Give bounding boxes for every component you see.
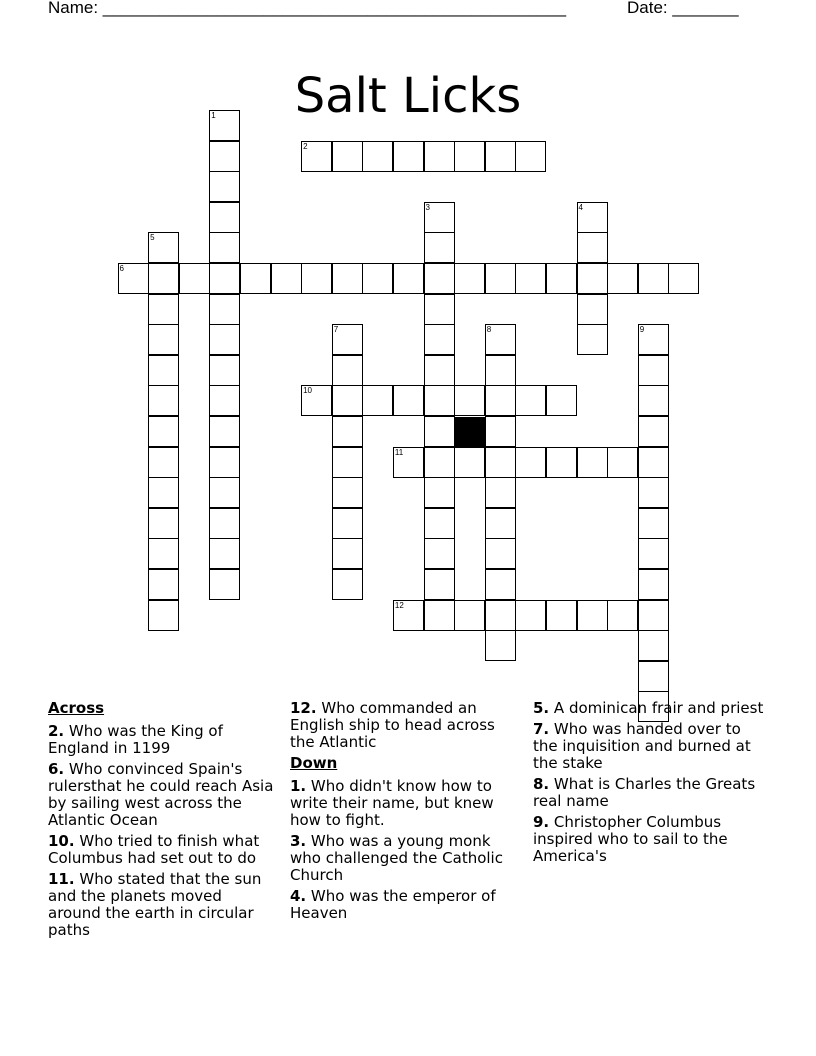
grid-cell bbox=[209, 171, 240, 202]
grid-cell bbox=[515, 600, 546, 631]
grid-cell bbox=[668, 263, 699, 294]
grid-cell bbox=[148, 416, 179, 447]
grid-cell bbox=[179, 263, 210, 294]
clue-number: 4 bbox=[578, 202, 583, 212]
grid-cell bbox=[362, 141, 393, 172]
grid-cell bbox=[577, 324, 608, 355]
grid-cell bbox=[332, 355, 363, 386]
grid-cell bbox=[577, 294, 608, 325]
grid-cell bbox=[209, 202, 240, 233]
clue-across-6: 6. Who convinced Spain's rulersthat he could reach Asia by sailing west across the Atlantic Ocean bbox=[48, 760, 274, 829]
grid-cell bbox=[577, 447, 608, 478]
grid-cell bbox=[638, 569, 669, 600]
grid-cell bbox=[393, 263, 424, 294]
grid-cell bbox=[515, 447, 546, 478]
grid-cell bbox=[638, 508, 669, 539]
grid-cell bbox=[240, 263, 271, 294]
grid-cell bbox=[209, 508, 240, 539]
clue-number: 1 bbox=[211, 111, 216, 120]
grid-cell bbox=[393, 447, 424, 478]
grid-cell bbox=[148, 294, 179, 325]
grid-cell bbox=[515, 385, 546, 416]
grid-cell bbox=[638, 661, 669, 692]
grid-cell bbox=[209, 538, 240, 569]
grid-cell bbox=[424, 202, 455, 233]
grid-cell bbox=[546, 385, 577, 416]
grid-cell bbox=[209, 385, 240, 416]
grid-cell bbox=[577, 232, 608, 263]
grid-cell bbox=[424, 141, 455, 172]
grid-cell bbox=[301, 263, 332, 294]
grid-cell bbox=[209, 447, 240, 478]
grid-cell bbox=[148, 538, 179, 569]
grid-cell bbox=[424, 569, 455, 600]
grid-cell bbox=[546, 447, 577, 478]
grid-cell bbox=[638, 355, 669, 386]
clue-across-12: 12. Who commanded an English ship to head across the Atlantic bbox=[290, 699, 495, 751]
grid-cell bbox=[454, 263, 485, 294]
down-heading: Down bbox=[290, 754, 338, 772]
puzzle-title: Salt Licks bbox=[294, 68, 522, 125]
clue-number: 3 bbox=[425, 202, 430, 212]
grid-cell bbox=[209, 263, 240, 294]
clue-across-2: 2. Who was the King of England in 1199 bbox=[48, 722, 223, 757]
grid-cell bbox=[148, 232, 179, 263]
grid-cell bbox=[148, 447, 179, 478]
grid-cell bbox=[332, 569, 363, 600]
grid-cell bbox=[485, 600, 516, 631]
grid-cell bbox=[577, 263, 608, 294]
grid-cell bbox=[424, 324, 455, 355]
grid-cell bbox=[332, 141, 363, 172]
clue-down-9: 9. Christopher Columbus inspired who to sail to the America's bbox=[533, 813, 728, 865]
grid-cell bbox=[424, 232, 455, 263]
clue-down-8: 8. What is Charles the Greats real name bbox=[533, 775, 756, 810]
grid-cell bbox=[393, 385, 424, 416]
grid-cell bbox=[332, 416, 363, 447]
grid-cell bbox=[362, 263, 393, 294]
grid-cell bbox=[148, 324, 179, 355]
grid-cell bbox=[209, 110, 240, 141]
grid-cell bbox=[148, 477, 179, 508]
grid-cell bbox=[515, 263, 546, 294]
grid-cell bbox=[607, 600, 638, 631]
grid-cell bbox=[424, 385, 455, 416]
clue-number: 8 bbox=[486, 325, 492, 335]
clue-down-4: 4. Who was the emperor of Heaven bbox=[290, 887, 496, 922]
grid-cell bbox=[209, 477, 240, 508]
grid-cell bbox=[332, 263, 363, 294]
clue-across-10: 10. Who tried to finish what Columbus had set out to do bbox=[48, 832, 260, 867]
grid-cell bbox=[424, 538, 455, 569]
grid-cell bbox=[332, 324, 363, 355]
clue-number: 9 bbox=[639, 325, 645, 335]
grid-cell bbox=[638, 263, 669, 294]
grid-cell bbox=[638, 630, 669, 661]
clue-down-5: 5. A dominican frair and priest bbox=[533, 699, 764, 717]
grid-cell bbox=[301, 385, 332, 416]
clue-number: 10 bbox=[303, 386, 312, 396]
grid-cell bbox=[209, 294, 240, 325]
clue-number: 11 bbox=[394, 447, 404, 457]
grid-cell bbox=[148, 600, 179, 631]
grid-cell bbox=[454, 385, 485, 416]
grid-cell bbox=[485, 569, 516, 600]
grid-cell bbox=[424, 416, 455, 447]
grid-cell bbox=[393, 600, 424, 631]
grid-cell bbox=[209, 416, 240, 447]
grid-cell bbox=[515, 141, 546, 172]
grid-cell bbox=[209, 141, 240, 172]
grid-cell bbox=[607, 447, 638, 478]
grid-cell bbox=[332, 385, 363, 416]
grid-cell bbox=[638, 477, 669, 508]
grid-cell bbox=[485, 416, 516, 447]
clue-number: 5 bbox=[150, 233, 155, 243]
clue-number: 7 bbox=[333, 325, 339, 335]
grid-cell bbox=[332, 508, 363, 539]
grid-cell bbox=[485, 538, 516, 569]
grid-cell bbox=[638, 416, 669, 447]
grid-cell bbox=[454, 600, 485, 631]
grid-cell bbox=[638, 324, 669, 355]
grid-cell bbox=[362, 385, 393, 416]
grid-cell bbox=[424, 447, 455, 478]
grid-cell bbox=[577, 600, 608, 631]
grid-cell bbox=[485, 385, 516, 416]
grid-cell bbox=[485, 477, 516, 508]
clues-column-2 bbox=[290, 700, 518, 926]
grid-cell bbox=[424, 263, 455, 294]
grid-cell bbox=[485, 263, 516, 294]
grid-cell bbox=[301, 141, 332, 172]
grid-cell bbox=[454, 447, 485, 478]
grid-cell bbox=[424, 477, 455, 508]
clue-down-1: 1. Who didn't know how to write their name, but knew how to fight. bbox=[290, 777, 494, 829]
clue-number: 12 bbox=[394, 600, 404, 610]
grid-cell bbox=[546, 600, 577, 631]
grid-cell bbox=[118, 263, 149, 294]
grid-cell bbox=[148, 355, 179, 386]
grid-cell bbox=[485, 630, 516, 661]
grid-cell bbox=[638, 385, 669, 416]
grid-cell bbox=[638, 447, 669, 478]
grid-cell bbox=[393, 141, 424, 172]
grid-cell bbox=[485, 447, 516, 478]
grid-cell bbox=[209, 355, 240, 386]
grid-cell bbox=[577, 202, 608, 233]
grid-cell bbox=[546, 263, 577, 294]
grid-cell bbox=[485, 141, 516, 172]
date-field-label: Date: _______ bbox=[627, 0, 739, 17]
grid-cell bbox=[148, 385, 179, 416]
grid-cell bbox=[485, 324, 516, 355]
grid-cell bbox=[638, 538, 669, 569]
grid-cell bbox=[332, 447, 363, 478]
clue-down-3: 3. Who was a young monk who challenged the Catholic Church bbox=[290, 832, 503, 884]
black-square bbox=[455, 417, 485, 447]
grid-cell bbox=[485, 508, 516, 539]
grid-cell bbox=[148, 263, 179, 294]
grid-cell bbox=[209, 324, 240, 355]
grid-cell bbox=[485, 355, 516, 386]
grid-cell bbox=[209, 569, 240, 600]
name-field-label: Name: _________________________________________________ bbox=[48, 0, 567, 17]
clue-number: 2 bbox=[303, 141, 308, 151]
grid-cell bbox=[638, 600, 669, 631]
grid-cell bbox=[424, 600, 455, 631]
grid-cell bbox=[332, 477, 363, 508]
grid-cell bbox=[209, 232, 240, 263]
clue-across-11: 11. Who stated that the sun and the planets moved around the earth in circular paths bbox=[48, 870, 262, 939]
clues-column-3 bbox=[533, 700, 768, 869]
clue-down-7: 7. Who was handed over to the inquisition and burned at the stake bbox=[533, 720, 751, 772]
grid-cell bbox=[271, 263, 302, 294]
grid-cell bbox=[424, 355, 455, 386]
grid-cell bbox=[424, 508, 455, 539]
grid-cell bbox=[332, 538, 363, 569]
grid-cell bbox=[607, 263, 638, 294]
grid-cell bbox=[424, 294, 455, 325]
grid-cell bbox=[148, 569, 179, 600]
grid-cell bbox=[148, 508, 179, 539]
across-heading: Across bbox=[48, 699, 105, 717]
clues-column-1 bbox=[48, 700, 276, 943]
grid-cell bbox=[454, 141, 485, 172]
clue-number: 6 bbox=[119, 264, 124, 273]
